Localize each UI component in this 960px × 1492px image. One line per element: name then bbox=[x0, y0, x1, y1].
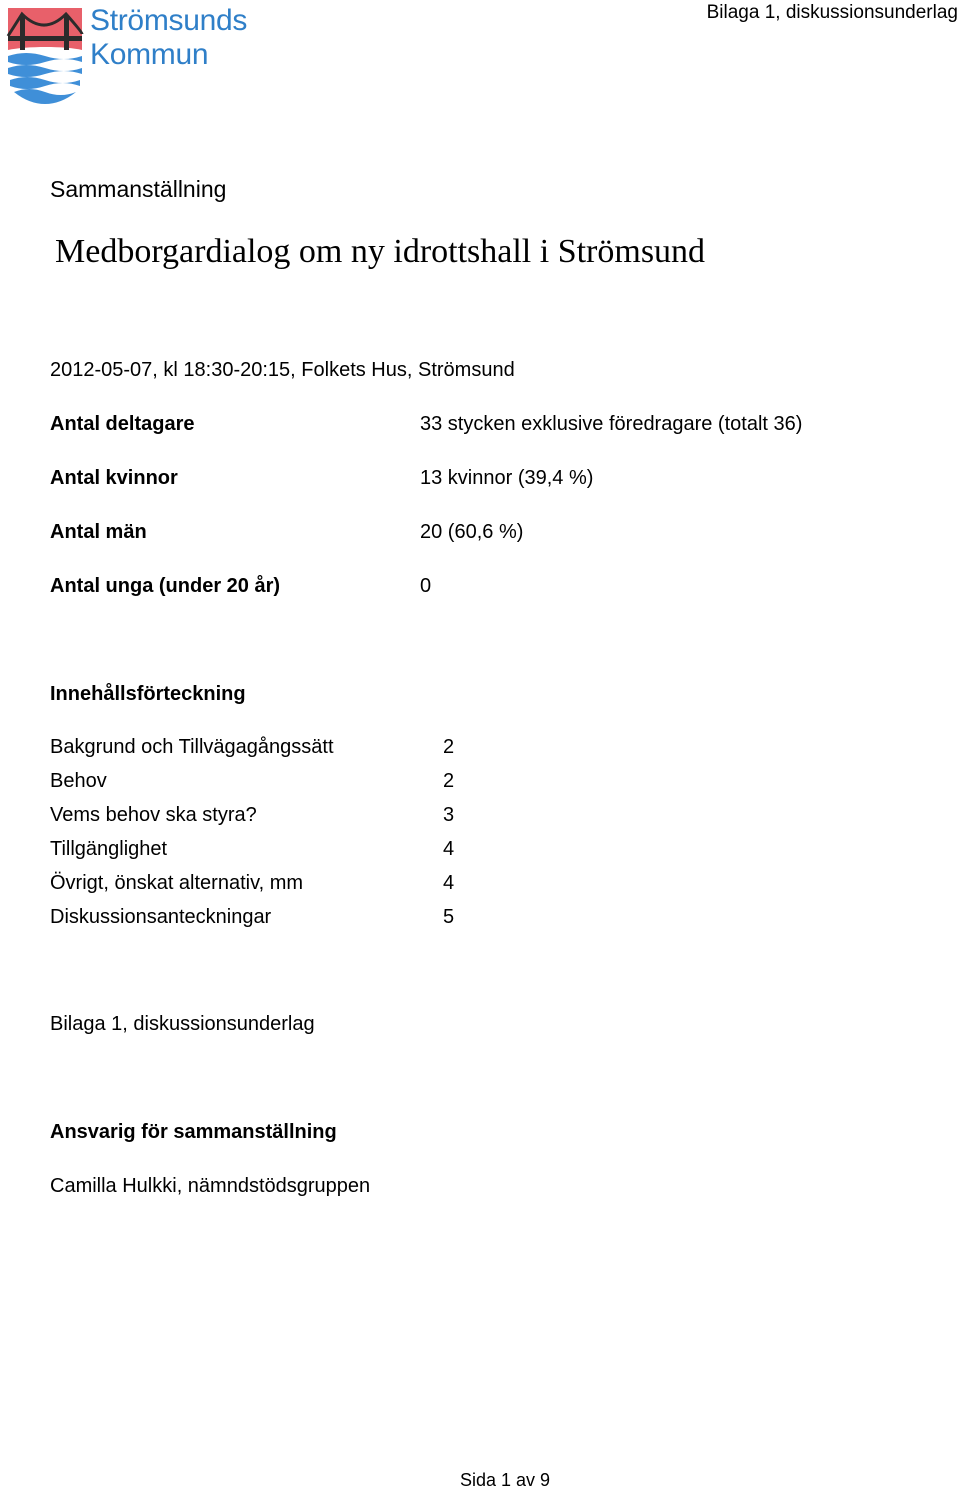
responsible-heading: Ansvarig för sammanställning bbox=[50, 1121, 337, 1143]
toc-item-label: Behov bbox=[50, 770, 107, 792]
stat-row bbox=[50, 518, 930, 572]
header-appendix-label: Bilaga 1, diskussionsunderlag bbox=[706, 2, 958, 23]
toc-item-label: Tillgänglighet bbox=[50, 838, 168, 860]
stat-value: 0 bbox=[420, 575, 432, 597]
responsible-name: Camilla Hulkki, nämndstödsgruppen bbox=[50, 1175, 371, 1197]
logo-line-1: Strömsunds bbox=[90, 4, 248, 37]
stat-label: Antal män bbox=[50, 521, 147, 543]
toc-item-page: 3 bbox=[443, 804, 455, 826]
stat-row bbox=[50, 572, 930, 626]
toc-item-label: Vems behov ska styra? bbox=[50, 804, 257, 826]
toc-item-page: 4 bbox=[443, 872, 455, 894]
toc-item-label: Övrigt, önskat alternativ, mm bbox=[50, 872, 304, 894]
document-subtitle: Sammanställning bbox=[50, 176, 227, 202]
municipality-logo bbox=[6, 6, 256, 106]
stat-label: Antal kvinnor bbox=[50, 467, 178, 489]
stat-row bbox=[50, 464, 930, 518]
toc-item-page: 4 bbox=[443, 838, 455, 860]
toc-item[interactable] bbox=[50, 869, 470, 903]
toc-item-page: 2 bbox=[443, 736, 455, 758]
logo-line-2: Kommun bbox=[90, 38, 209, 71]
page-number: Sida 1 av 9 bbox=[459, 1470, 551, 1490]
stat-value: 33 stycken exklusive föredragare (totalt 36) bbox=[420, 413, 803, 435]
toc-item-label: Diskussionsanteckningar bbox=[50, 906, 272, 928]
toc-item[interactable] bbox=[50, 733, 470, 767]
stat-label: Antal unga (under 20 år) bbox=[50, 575, 281, 597]
toc-item-page: 5 bbox=[443, 906, 455, 928]
table-of-contents bbox=[50, 733, 470, 937]
toc-item[interactable] bbox=[50, 903, 470, 937]
toc-heading: Innehållsförteckning bbox=[50, 683, 246, 705]
stat-value: 20 (60,6 %) bbox=[420, 521, 524, 543]
stat-row bbox=[50, 410, 930, 464]
stat-value: 13 kvinnor (39,4 %) bbox=[420, 467, 594, 489]
document-title: Medborgardialog om ny idrottshall i Strömsund bbox=[55, 233, 706, 270]
toc-item[interactable] bbox=[50, 835, 470, 869]
participant-stats bbox=[50, 410, 930, 626]
toc-item[interactable] bbox=[50, 767, 470, 801]
bridge-and-waves-logo-icon bbox=[6, 6, 86, 106]
toc-item[interactable] bbox=[50, 801, 470, 835]
toc-item-label: Bakgrund och Tillvägagångssätt bbox=[50, 736, 334, 758]
meeting-info: 2012-05-07, kl 18:30-20:15, Folkets Hus, Strömsund bbox=[50, 359, 515, 381]
stat-label: Antal deltagare bbox=[50, 413, 195, 435]
logo-text bbox=[90, 4, 247, 72]
appendix-note: Bilaga 1, diskussionsunderlag bbox=[50, 1013, 315, 1035]
toc-item-page: 2 bbox=[443, 770, 455, 792]
